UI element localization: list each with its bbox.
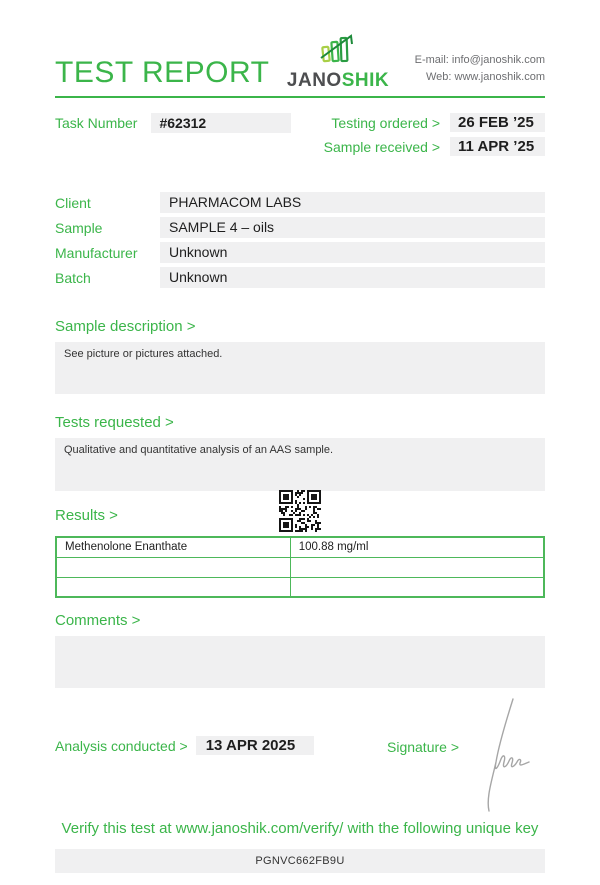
testing-ordered-row <box>324 113 545 132</box>
tests-requested-box: Qualitative and quantitative analysis of an AAS sample. <box>55 438 545 491</box>
report-header <box>55 0 545 90</box>
result-cell: 100.88 mg/ml <box>290 537 544 557</box>
logo-text-dark: JANO <box>286 70 342 91</box>
sample-description-heading: Sample description > <box>55 318 196 335</box>
task-number-label: Task Number <box>55 115 138 131</box>
substance-cell <box>56 557 290 577</box>
manufacturer-label: Manufacturer <box>55 244 138 261</box>
sample-info-table <box>55 192 545 288</box>
substance-cell: Methenolone Enanthate <box>56 537 290 557</box>
manufacturer-value: Unknown <box>160 242 545 263</box>
table-row <box>56 537 544 557</box>
substance-cell <box>56 577 290 597</box>
qr-code <box>279 490 321 532</box>
task-number-value: #62312 <box>151 113 291 133</box>
results-table <box>55 536 545 598</box>
sample-received-row <box>324 137 545 156</box>
signature-group <box>387 736 537 814</box>
page-title: TEST REPORT <box>55 56 270 89</box>
client-label: Client <box>55 194 91 211</box>
batch-label: Batch <box>55 269 91 286</box>
table-row <box>56 557 544 577</box>
task-number-group <box>55 113 291 156</box>
info-row-sample <box>55 217 545 238</box>
batch-value: Unknown <box>160 267 545 288</box>
header-divider <box>55 96 545 98</box>
growth-chart-icon <box>315 34 361 69</box>
analysis-signature-row <box>55 736 545 758</box>
client-value: PHARMACOM LABS <box>160 192 545 213</box>
comments-box <box>55 636 545 688</box>
results-heading: Results > <box>55 507 118 524</box>
comments-heading: Comments > <box>55 612 141 629</box>
result-cell <box>290 577 544 597</box>
sample-value: SAMPLE 4 – oils <box>160 217 545 238</box>
contact-email: E-mail: info@janoshik.com <box>414 53 545 66</box>
logo-wordmark <box>287 71 389 90</box>
sample-received-value: 11 APR ’25 <box>450 137 545 156</box>
analysis-date-value: 13 APR 2025 <box>196 736 314 755</box>
unique-key-value: PGNVC662FB9U <box>255 855 345 867</box>
contact-info <box>415 52 545 90</box>
comments-section <box>55 612 545 688</box>
result-cell <box>290 557 544 577</box>
info-row-batch <box>55 267 545 288</box>
sample-label: Sample <box>55 219 103 236</box>
analysis-conducted-group <box>55 736 314 755</box>
analysis-conducted-label: Analysis conducted > <box>55 737 188 754</box>
signature-label: Signature > <box>387 739 459 755</box>
logo-text-green: SHIK <box>341 70 390 91</box>
testing-ordered-label: Testing ordered > <box>331 114 440 131</box>
sample-description-section <box>55 318 545 394</box>
dates-group <box>324 113 545 156</box>
testing-ordered-value: 26 FEB ’25 <box>450 113 545 132</box>
info-row-manufacturer <box>55 242 545 263</box>
tests-requested-heading: Tests requested > <box>55 414 174 431</box>
sample-received-label: Sample received > <box>323 138 440 155</box>
table-row <box>56 577 544 597</box>
verify-instruction: Verify this test at www.janoshik.com/verify/ with the following unique key <box>61 820 539 837</box>
sample-description-box: See picture or pictures attached. <box>55 342 545 394</box>
results-section <box>55 491 545 598</box>
task-row <box>55 113 545 156</box>
unique-key-box <box>55 849 545 873</box>
janoshik-logo <box>287 34 389 90</box>
signature-image <box>473 696 537 814</box>
info-row-client <box>55 192 545 213</box>
tests-requested-section <box>55 414 545 491</box>
contact-web: Web: www.janoshik.com <box>425 70 545 83</box>
